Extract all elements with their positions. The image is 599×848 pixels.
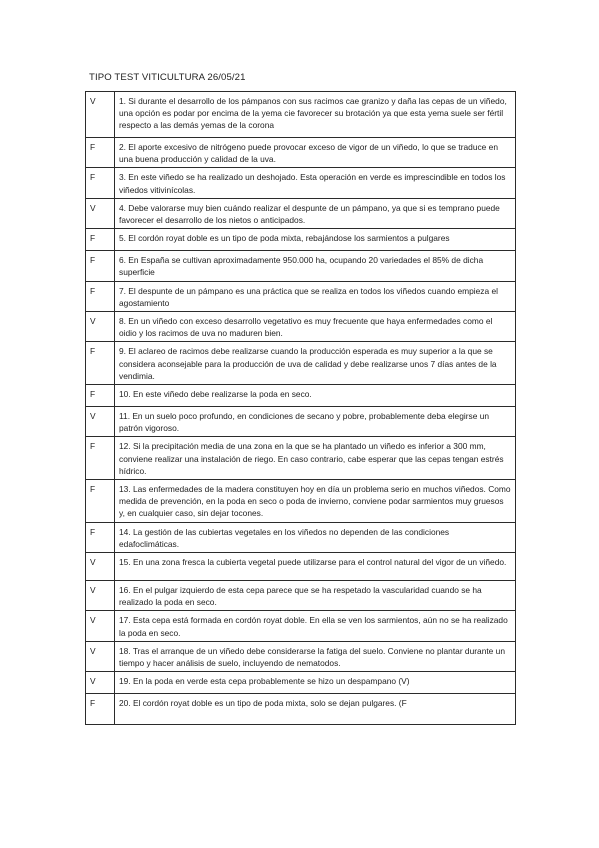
question-text: 3. En este viñedo se ha realizado un deshojado. Esta operación en verde es imprescindible en todos los viñedos vitivinícolas. — [115, 168, 516, 198]
question-text: 1. Si durante el desarrollo de los pámpanos con sus racimos cae granizo y daña las cepas de un viñedo, una opción es podar por encima de la yema cie favorecer su brotación ya que esta yema suele ser fértil respecto a las demás yemas de la corona — [115, 92, 516, 138]
answer-cell: F — [86, 168, 115, 198]
answer-cell: V — [86, 641, 115, 671]
question-text: 8. En un viñedo con exceso desarrollo vegetativo es muy frecuente que haya enfermedades como el oidio y los racimos de uva no maduren bien. — [115, 312, 516, 342]
answer-cell: V — [86, 581, 115, 611]
question-text: 15. En una zona fresca la cubierta vegetal puede utilizarse para el control natural del vigor de un viñedo. — [115, 553, 516, 581]
question-row — [86, 198, 516, 228]
question-row — [86, 611, 516, 641]
answer-cell: V — [86, 553, 115, 581]
question-text: 9. El aclareo de racimos debe realizarse cuando la producción esperada es muy superior a la que se considera aconsejable para la producción de uva de calidad y debe realizarse unos 7 días antes de la vendimia. — [115, 342, 516, 385]
question-row — [86, 553, 516, 581]
answer-cell: V — [86, 198, 115, 228]
question-row — [86, 229, 516, 251]
answer-cell: V — [86, 672, 115, 694]
question-text: 2. El aporte excesivo de nitrógeno puede provocar exceso de vigor de un viñedo, lo que se traduce en una buena producción y calidad de la uva. — [115, 138, 516, 168]
question-row — [86, 522, 516, 552]
question-row — [86, 251, 516, 281]
answer-cell: F — [86, 480, 115, 523]
question-text: 14. La gestión de las cubiertas vegetales en los viñedos no dependen de las condiciones edafoclimáticas. — [115, 522, 516, 552]
answer-cell: F — [86, 281, 115, 311]
answer-cell: F — [86, 694, 115, 725]
quiz-table-body — [86, 92, 516, 725]
question-row — [86, 385, 516, 407]
question-text: 6. En España se cultivan aproximadamente 950.000 ha, ocupando 20 variedades el 85% de dicha superficie — [115, 251, 516, 281]
question-text: 10. En este viñedo debe realizarse la poda en seco. — [115, 385, 516, 407]
answer-cell: V — [86, 312, 115, 342]
question-row — [86, 581, 516, 611]
answer-cell: V — [86, 611, 115, 641]
question-row — [86, 407, 516, 437]
question-row — [86, 92, 516, 138]
question-text: 19. En la poda en verde esta cepa probablemente se hizo un despampano (V) — [115, 672, 516, 694]
answer-cell: F — [86, 437, 115, 480]
answer-cell: F — [86, 229, 115, 251]
question-text: 20. El cordón royat doble es un tipo de poda mixta, solo se dejan pulgares. (F — [115, 694, 516, 725]
answer-cell: F — [86, 251, 115, 281]
question-row — [86, 168, 516, 198]
question-row — [86, 342, 516, 385]
answer-cell: F — [86, 385, 115, 407]
answer-cell: F — [86, 138, 115, 168]
question-row — [86, 694, 516, 725]
document-title: TIPO TEST VITICULTURA 26/05/21 — [89, 72, 246, 83]
answer-cell: V — [86, 92, 115, 138]
answer-cell: F — [86, 522, 115, 552]
question-text: 18. Tras el arranque de un viñedo debe considerarse la fatiga del suelo. Conviene no plantar durante un tiempo y hacer análisis de suelo, incluyendo de nematodos. — [115, 641, 516, 671]
quiz-table — [85, 91, 516, 725]
question-row — [86, 672, 516, 694]
question-text: 12. Si la precipitación media de una zona en la que se ha plantado un viñedo es inferior a 300 mm, conviene realizar una instalación de riego. En caso contrario, cabe esperar que las cepas tengan estrés hídrico. — [115, 437, 516, 480]
answer-cell: F — [86, 342, 115, 385]
question-row — [86, 312, 516, 342]
question-text: 4. Debe valorarse muy bien cuándo realizar el despunte de un pámpano, ya que si es temprano puede favorecer el desarrollo de los nietos o anticipados. — [115, 198, 516, 228]
question-text: 5. El cordón royat doble es un tipo de poda mixta, rebajándose los sarmientos a pulgares — [115, 229, 516, 251]
question-text: 7. El despunte de un pámpano es una práctica que se realiza en todos los viñedos cuando empieza el agostamiento — [115, 281, 516, 311]
question-text: 11. En un suelo poco profundo, en condiciones de secano y pobre, probablemente deba elegirse un patrón vigoroso. — [115, 407, 516, 437]
answer-cell: V — [86, 407, 115, 437]
question-text: 17. Esta cepa está formada en cordón royat doble. En ella se ven los sarmientos, aún no se ha realizado la poda en seco. — [115, 611, 516, 641]
question-row — [86, 480, 516, 523]
question-text: 13. Las enfermedades de la madera constituyen hoy en día un problema serio en muchos viñedos. Como medida de prevención, en la poda en seco o poda de invierno, conviene podar sarmientos muy gruesos y, en cualquier caso, sin dejar tocones. — [115, 480, 516, 523]
question-row — [86, 138, 516, 168]
question-row — [86, 281, 516, 311]
question-row — [86, 437, 516, 480]
question-text: 16. En el pulgar izquierdo de esta cepa parece que se ha respetado la vascularidad cuando se ha realizado la poda en seco. — [115, 581, 516, 611]
question-row — [86, 641, 516, 671]
